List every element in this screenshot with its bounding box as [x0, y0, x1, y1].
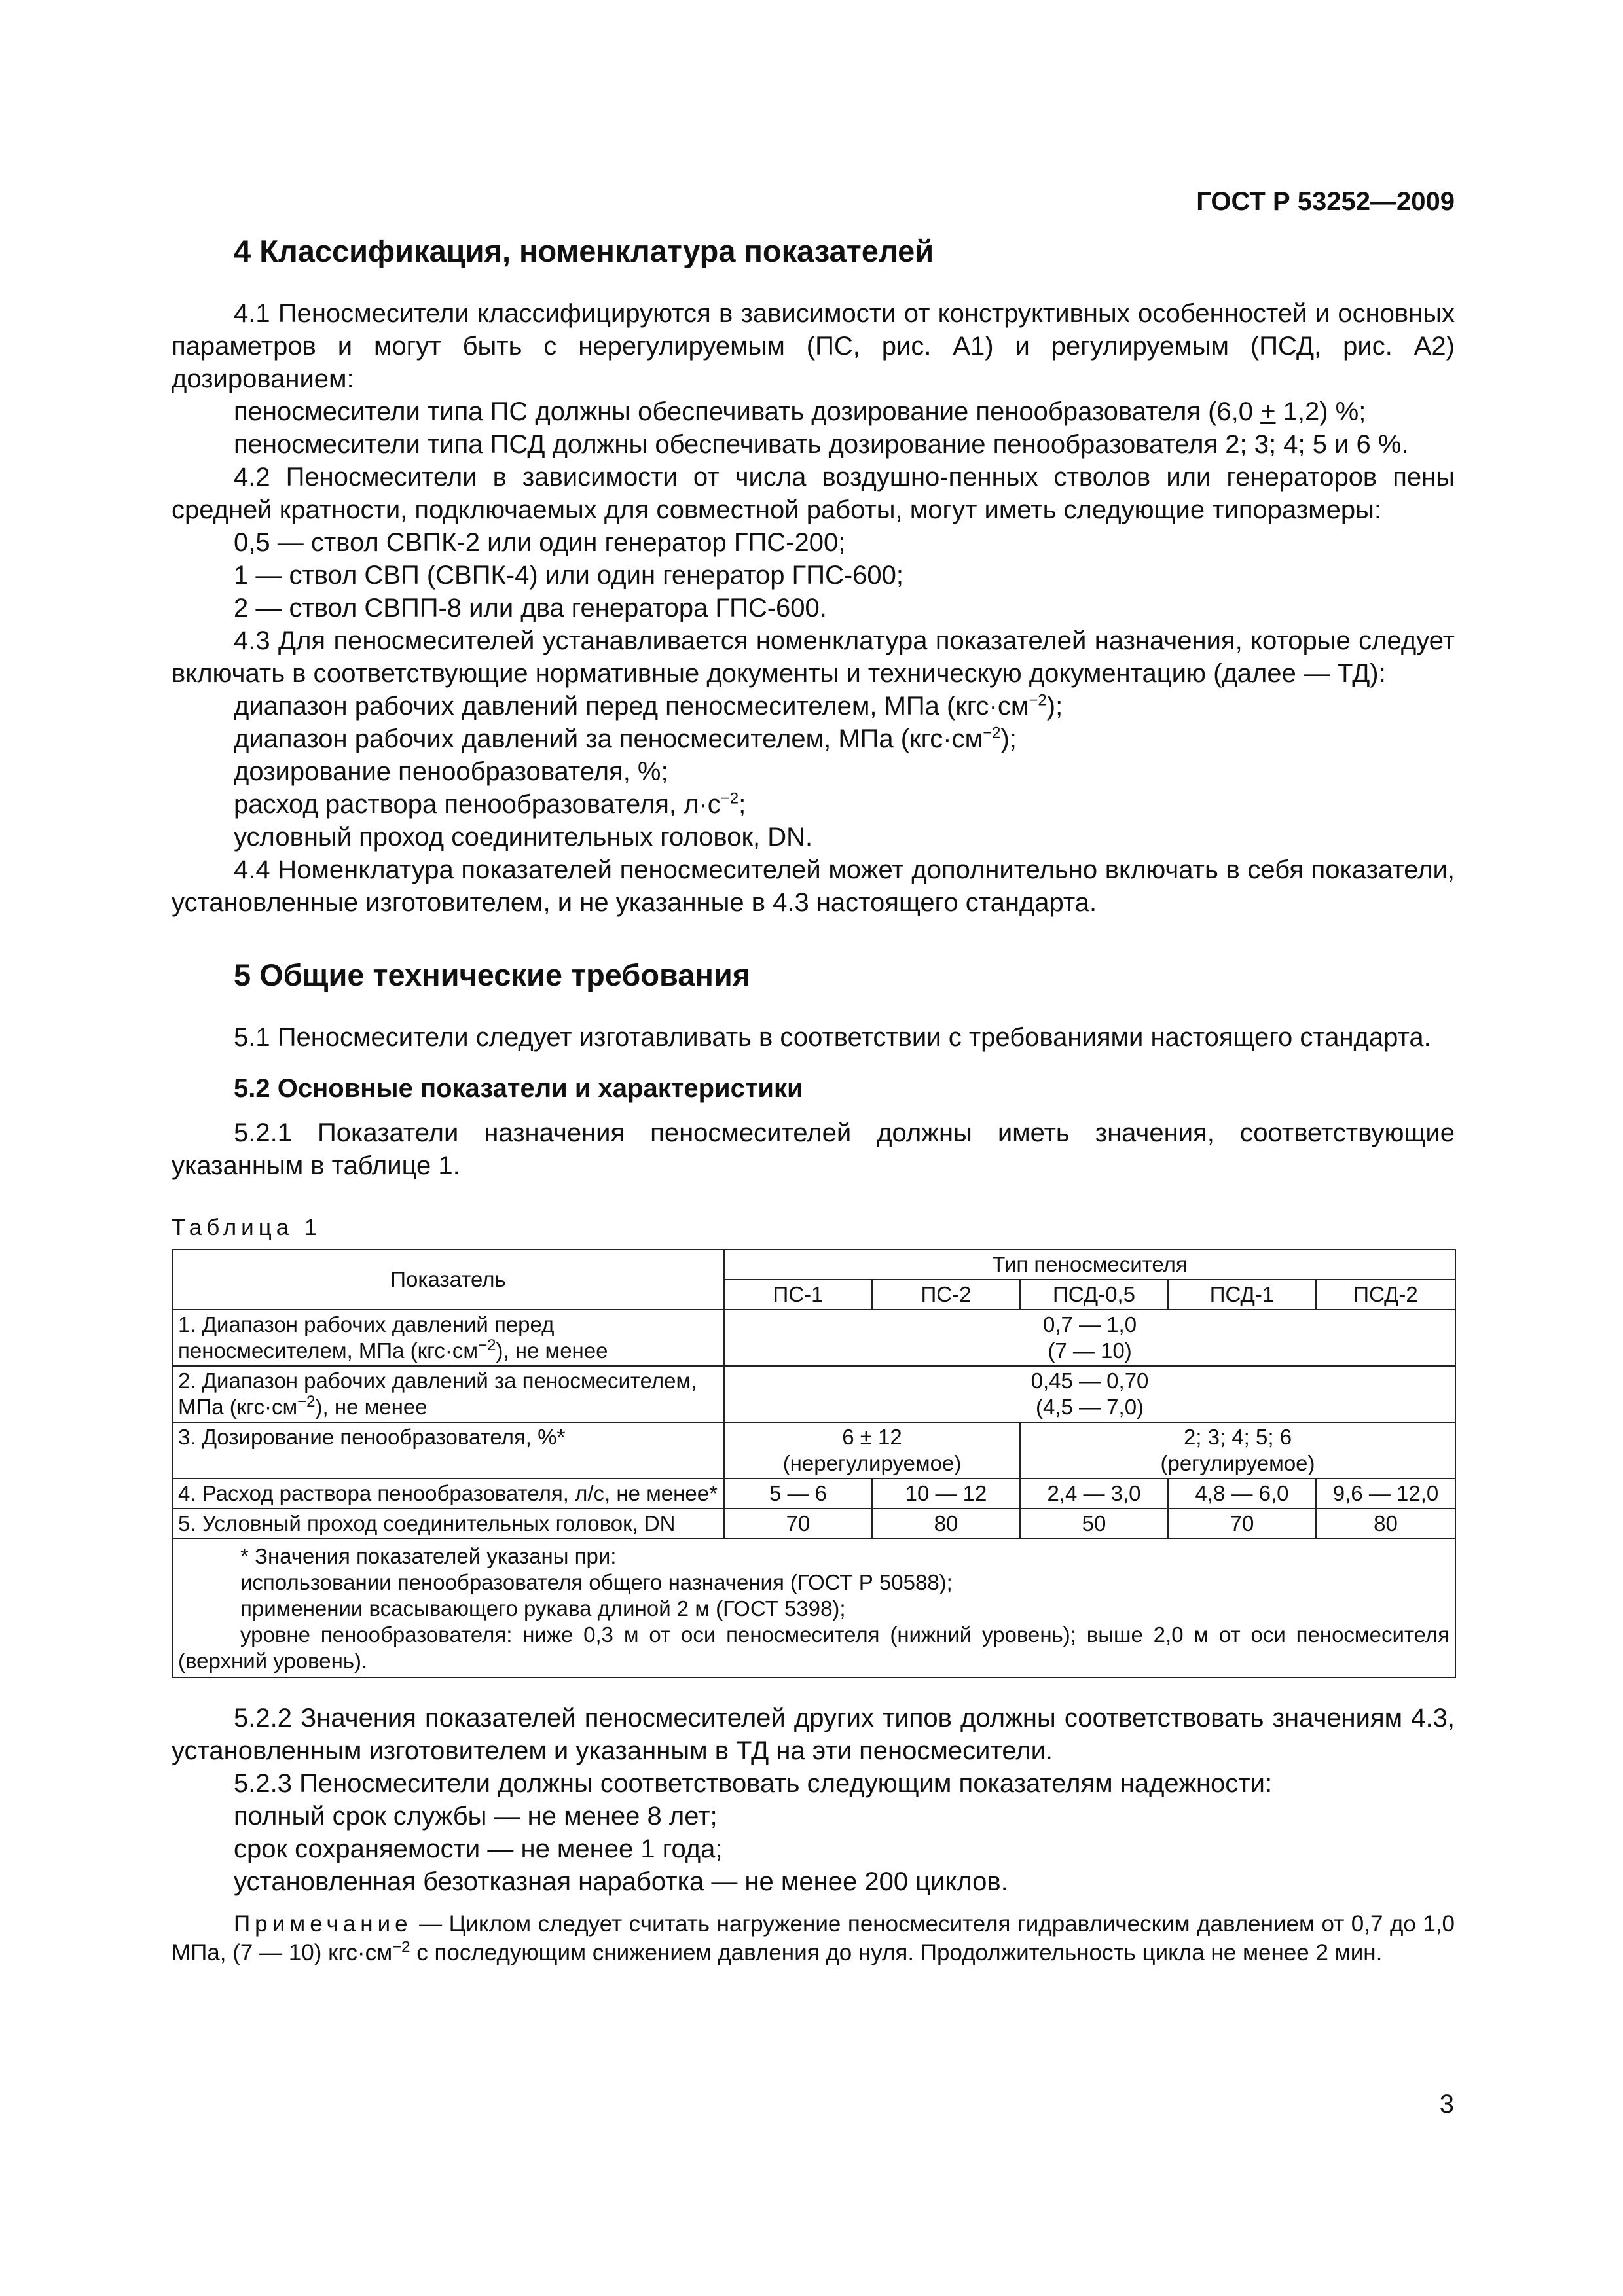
- list-item: диапазон рабочих давлений перед пеносмесителем, МПа $(кгс\cdot см^{-2})$;: [234, 691, 1063, 721]
- table-row: [172, 1310, 1455, 1366]
- list-item: диапазон рабочих давлений за пеносмесителем, МПа $(кгс\cdot см^{-2})$;: [234, 724, 1017, 753]
- list-item: 1 — ствол СВП (СВПК-4) или один генератор ГПС-600;: [234, 561, 904, 590]
- para-5-2-3: 5.2.3 Пеносмесители должны соответствовать следующим показателям надежности:: [234, 1769, 1273, 1798]
- para-4-2: 4.2 Пеносмесители в зависимости от числа воздушно-пенных стволов или генераторов пены средней кратности, подключаемых для совместной работы, могут иметь следующие типоразмеры:: [172, 463, 1455, 524]
- col-header-group: Тип пеносмесителя: [724, 1249, 1455, 1280]
- table-row: [172, 1422, 1455, 1479]
- list-item: дозирование пенообразователя, %;: [234, 757, 668, 786]
- table-cell: 10 — 12: [872, 1479, 1020, 1509]
- table-1: [172, 1249, 1456, 1678]
- para-4-1: 4.1 Пеносмесители классифицируются в зависимости от конструктивных особенностей и основных параметров и могут быть с нерегулируемым (ПС, рис. А1) и регулируемым (ПСД, рис. А2) дозированием:: [172, 299, 1455, 393]
- subsection-5-2-title: 5.2 Основные показатели и характеристики: [234, 1074, 803, 1103]
- row-label: 1. Диапазон рабочих давлений перед пеносмесителем, МПа $(кгс\cdot см^{-2})$, не менее: [172, 1310, 724, 1366]
- page-number: 3: [1439, 2090, 1454, 2119]
- row-label: 4. Расход раствора пенообразователя, л/с, не менее*: [172, 1479, 724, 1509]
- para-5-2-1: 5.2.1 Показатели назначения пеносмесителей должны иметь значения, соответствующие указанным в таблице 1.: [172, 1119, 1455, 1180]
- row-label: 2. Диапазон рабочих давлений за пеносмесителем, МПа $(кгс\cdot см^{-2})$, не менее: [172, 1366, 724, 1422]
- col-header-type: ПС-1: [724, 1280, 872, 1310]
- row-label: 5. Условный проход соединительных головок, DN: [172, 1509, 724, 1539]
- note-lead: Примечание: [234, 1911, 412, 1937]
- page-body: [172, 177, 1455, 1967]
- footnote-line: уровне пенообразователя: ниже 0,3 м от оси пеносмесителя (нижний уровень); выше 2,0 м от оси пеносмесителя (верхний уровень).: [178, 1623, 1450, 1673]
- table-row: [172, 1479, 1455, 1509]
- table-row: [172, 1366, 1455, 1422]
- col-header-type: ПСД-1: [1168, 1280, 1316, 1310]
- section-4-title: 4 Классификация, номенклатура показателей: [234, 234, 934, 268]
- footnote-line: * Значения показателей указаны при:: [240, 1544, 617, 1568]
- table-cell: 4,8 — 6,0: [1168, 1479, 1316, 1509]
- standard-code: ГОСТ Р 53252—2009: [1196, 187, 1455, 216]
- list-item: пеносмесители типа ПСД должны обеспечивать дозирование пенообразователя 2; 3; 4; 5 и 6 %.: [234, 430, 1409, 459]
- table-header-row: [172, 1249, 1455, 1280]
- list-item: полный срок службы — не менее 8 лет;: [234, 1802, 718, 1831]
- para-5-2-2: 5.2.2 Значения показателей пеносмесителей других типов должны соответствовать значениям 4.3, установленным изготовителем и указанным в ТД на эти пеносмесители.: [172, 1704, 1455, 1765]
- note-paragraph: Примечание — Циклом следует считать нагружение пеносмесителя гидравлическим давлением от 0,7 до 1,0 МПа, (7 — 10) $кгс\cdot см^{-2}$ с последующим снижением давления до нуля. Продолжительность цикла не менее 2 мин.: [172, 1911, 1455, 1965]
- footnote-line: применении всасывающего рукава длиной 2 м (ГОСТ 5398);: [240, 1596, 846, 1621]
- table-cell: 0,7 — 1,0 (7 — 10): [724, 1310, 1455, 1366]
- para-4-3: 4.3 Для пеносмесителей устанавливается номенклатура показателей назначения, которые следует включать в соответствующие нормативные документы и техническую документацию (далее — ТД):: [172, 626, 1455, 688]
- table-footnote-row: [172, 1539, 1455, 1677]
- table-cell: 5 — 6: [724, 1479, 872, 1509]
- col-header-type: ПСД-0,5: [1020, 1280, 1168, 1310]
- table-caption: Таблица 1: [172, 1215, 322, 1240]
- list-item: расход раствора пенообразователя, $л\cdot с^{-2}$;: [234, 789, 746, 819]
- table-footnote: [172, 1539, 1455, 1677]
- list-item: 2 — ствол СВПП-8 или два генератора ГПС-600.: [234, 594, 827, 622]
- table-row: [172, 1509, 1455, 1539]
- footnote-line: использовании пенообразователя общего назначения (ГОСТ Р 50588);: [240, 1570, 953, 1594]
- para-4-4: 4.4 Номенклатура показателей пеносмесителей может дополнительно включать в себя показатели, установленные изготовителем, и не указанные в 4.3 настоящего стандарта.: [172, 855, 1455, 917]
- list-item: установленная безотказная наработка — не менее 200 циклов.: [234, 1867, 1008, 1896]
- list-item: условный проход соединительных головок, DN.: [234, 823, 813, 852]
- para-5-1: 5.1 Пеносмесители следует изготавливать в соответствии с требованиями настоящего стандарта.: [234, 1023, 1431, 1052]
- table-cell: 6 ± 12 (нерегулируемое): [724, 1422, 1020, 1479]
- table-cell: 2,4 — 3,0: [1020, 1479, 1168, 1509]
- table-cell: 50: [1020, 1509, 1168, 1539]
- table-cell: 70: [724, 1509, 872, 1539]
- list-item: 0,5 — ствол СВПК-2 или один генератор ГПС-200;: [234, 528, 846, 557]
- table-cell: 80: [1316, 1509, 1455, 1539]
- table-cell: 9,6 — 12,0: [1316, 1479, 1455, 1509]
- col-header-indicator: Показатель: [172, 1249, 724, 1310]
- list-item: пеносмесители типа ПС должны обеспечивать дозирование пенообразователя (6,0 + 1,2) %;: [234, 397, 1366, 426]
- section-5-title: 5 Общие технические требования: [234, 958, 751, 992]
- col-header-type: ПСД-2: [1316, 1280, 1455, 1310]
- col-header-type: ПС-2: [872, 1280, 1020, 1310]
- row-label: 3. Дозирование пенообразователя, %*: [172, 1422, 724, 1479]
- table-cell: 0,45 — 0,70 (4,5 — 7,0): [724, 1366, 1455, 1422]
- list-item: срок сохраняемости — не менее 1 года;: [234, 1835, 723, 1863]
- table-cell: 70: [1168, 1509, 1316, 1539]
- table-cell: 80: [872, 1509, 1020, 1539]
- table-cell: 2; 3; 4; 5; 6 (регулируемое): [1020, 1422, 1455, 1479]
